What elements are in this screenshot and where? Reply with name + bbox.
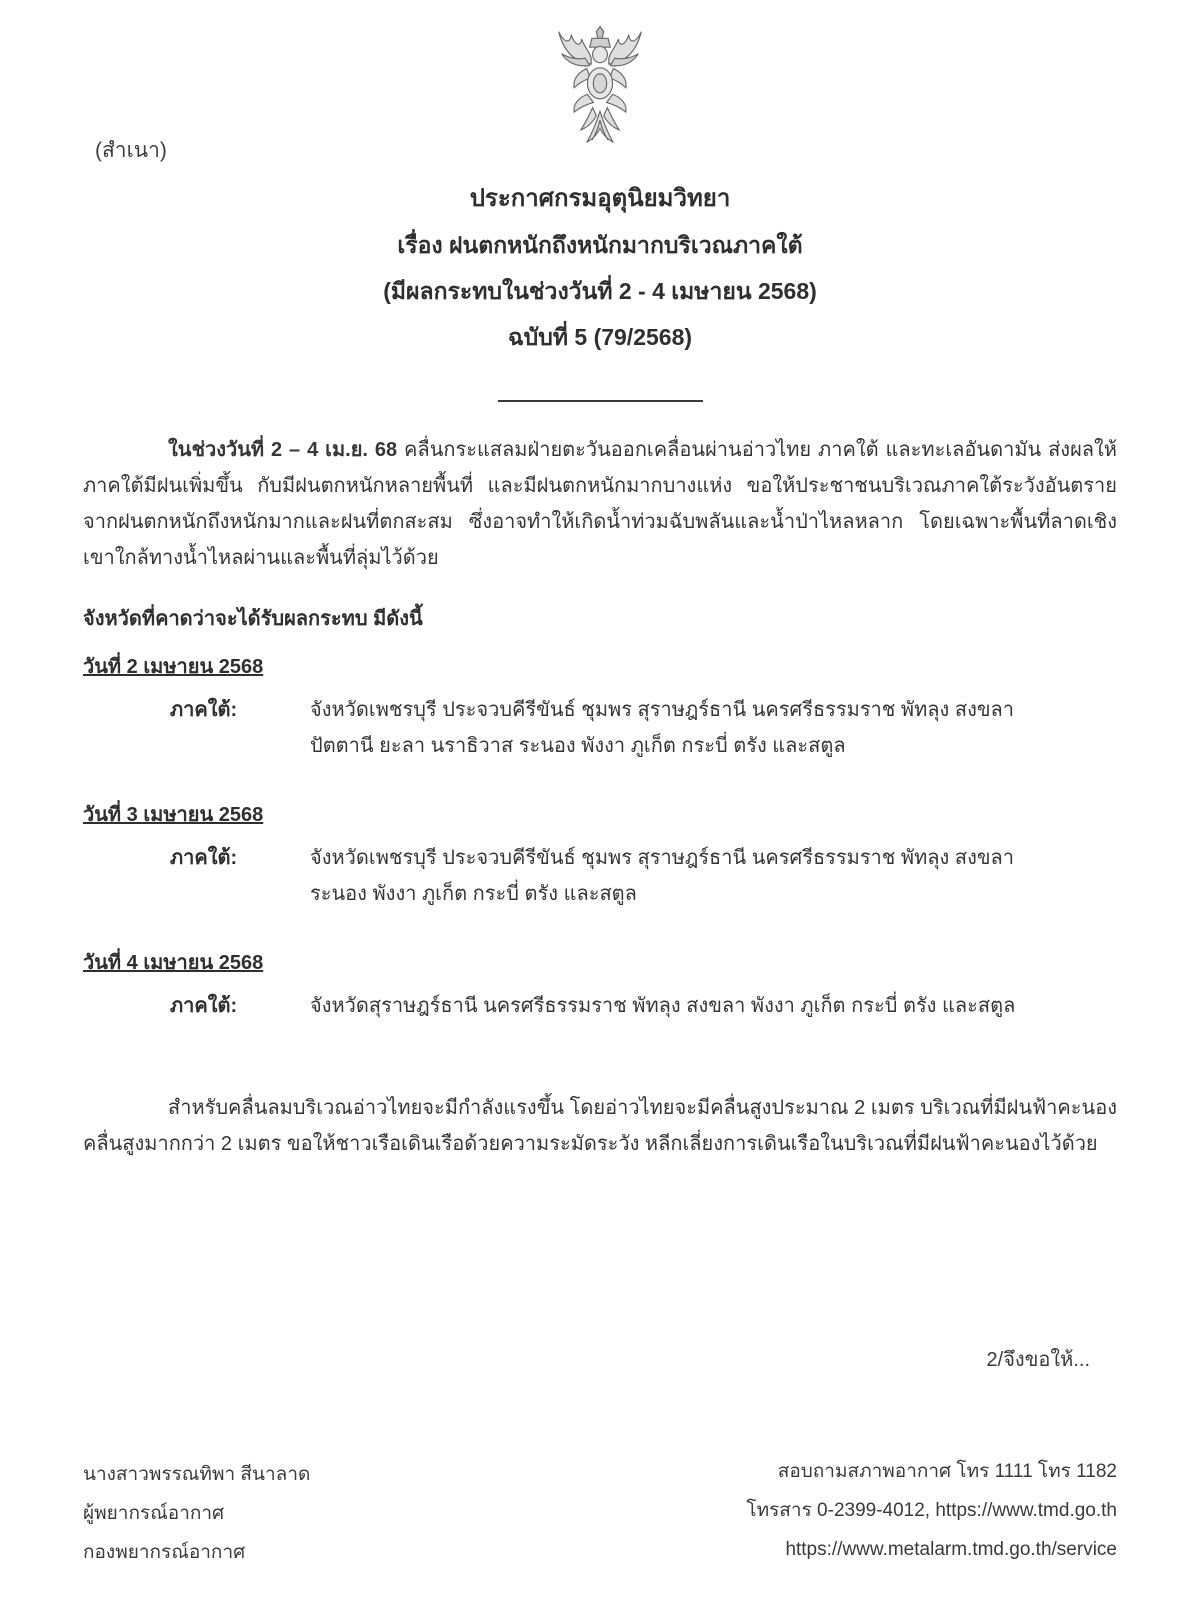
region-row-april3 [83,840,1117,912]
paragraph-marine-warning [83,1090,1117,1162]
paragraph-summary [83,432,1117,576]
region-label-south: ภาคใต้: [170,699,238,721]
footer-contact-block [746,1452,1117,1569]
region-row-april2 [83,692,1117,764]
date-label-april2: วันที่ 2 เมษายน 2568 [83,656,264,678]
title-subject: เรื่อง ฝนตกหนักถึงหนักมากบริเวณภาคใต้ [397,232,803,258]
day-section-april2 [83,650,1117,764]
title-issue-number: ฉบับที่ 5 (79/2568) [507,324,693,350]
title-effective-dates: (มีผลกระทบในช่วงวันที่ 2 - 4 เมษายน 2568) [383,278,817,304]
contact-fax-website: โทรสาร 0-2399-4012, https://www.tmd.go.th [746,1500,1117,1521]
footer-signature-block [83,1455,310,1572]
copy-label: (สำเนา) [95,139,167,162]
forecaster-division: กองพยากรณ์อากาศ [83,1542,246,1563]
region-row-april4 [83,988,1117,1024]
province-list-april3: จังหวัดเพชรบุรี ประจวบคีรีขันธ์ ชุมพร สุราษฎร์ธานี นครศรีธรรมราช พัทลุง สงขลา ระนอง พังงา ภูเก็ต กระบี่ ตรัง และสตูล [310,847,1014,905]
contact-phone: สอบถามสภาพอากาศ โทร 1111 โทร 1182 [777,1461,1117,1482]
contact-alert-website: https://www.metalarm.tmd.go.th/service [785,1539,1117,1560]
paragraph-summary-rest: คลื่นกระแสลมฝ่ายตะวันออกเคลื่อนผ่านอ่าวไทย ภาคใต้ และทะเลอันดามัน ส่งผลให้ภาคใต้มีฝนเพิ่มขึ้น กับมีฝนตกหนักหลายพื้นที่ และมีฝนตกหนักมากบางแห่ง ขอให้ประชาชนบริเวณภาคใต้ระวังอันตรายจากฝนตกหนักถึงหนักมากและฝนที่ตกสะสม ซึ่งอาจทำให้เกิดน้ำท่วมฉับพลันและน้ำป่าไหลหลาก โดยเฉพาะพื้นที่ลาดเชิงเขาใกล้ทางน้ำไหลผ่านและพื้นที่ลุ่มไว้ด้วย [83,439,1117,569]
region-label-south: ภาคใต้: [170,995,238,1017]
province-list-april4: จังหวัดสุราษฎร์ธานี นครศรีธรรมราช พัทลุง สงขลา พังงา ภูเก็ต กระบี่ ตรัง และสตูล [310,995,1016,1017]
province-list-april2: จังหวัดเพชรบุรี ประจวบคีรีขันธ์ ชุมพร สุราษฎร์ธานี นครศรีธรรมราช พัทลุง สงขลา ปัตตานี ยะลา นราธิวาส ระนอง พังงา ภูเก็ต กระบี่ ตรัง และสตูล [310,699,1014,757]
date-label-april4: วันที่ 4 เมษายน 2568 [83,952,264,974]
paragraph-marine-warning-text: สำหรับคลื่นลมบริเวณอ่าวไทยจะมีกำลังแรงขึ้น โดยอ่าวไทยจะมีคลื่นสูงประมาณ 2 เมตร บริเวณที่มีฝนฟ้าคะนองคลื่นสูงมากกว่า 2 เมตร ขอให้ชาวเรือเดินเรือด้วยความระมัดระวัง หลีกเลี่ยงการเดินเรือในบริเวณที่มีฝนฟ้าคะนองไว้ด้วย [83,1097,1117,1155]
forecaster-name: นางสาวพรรณทิพา สีนาลาด [83,1464,311,1485]
garuda-emblem [83,18,1117,160]
title-agency: ประกาศกรมอุตุนิยมวิทยา [469,185,731,212]
impact-header: จังหวัดที่คาดว่าจะได้รับผลกระทบ มีดังนี้ [83,608,423,630]
forecaster-title: ผู้พยากรณ์อากาศ [83,1503,225,1524]
paragraph-summary-lead: ในช่วงวันที่ 2 – 4 เม.ย. 68 [168,439,398,461]
garuda-emblem-icon [541,18,659,156]
title-divider [498,400,703,402]
region-label-south: ภาคใต้: [170,847,238,869]
date-label-april3: วันที่ 3 เมษายน 2568 [83,804,264,826]
day-section-april4 [83,946,1117,1024]
day-section-april3 [83,798,1117,912]
continuation-note: 2/จึงขอให้... [986,1349,1090,1371]
announcement-title [83,176,1117,360]
